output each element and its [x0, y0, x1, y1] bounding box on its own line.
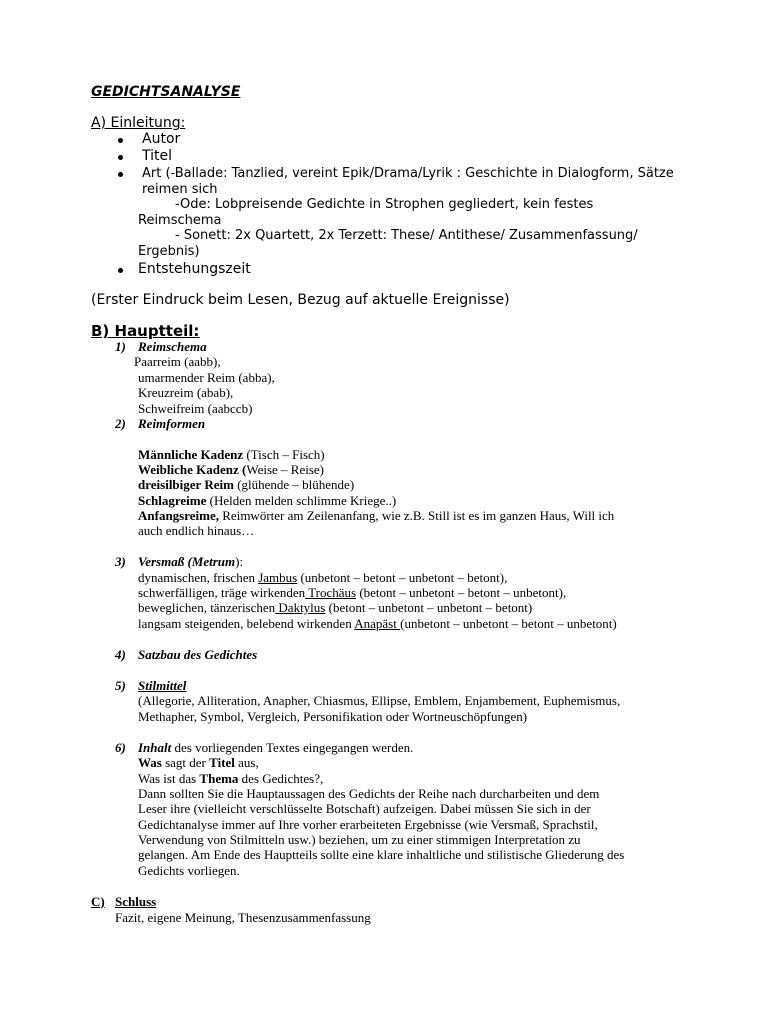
stilmittel-line: (Allegorie, Alliteration, Anapher, Chiasmus, Ellipse, Emblem, Enjambement, Euphemismus, — [138, 693, 621, 708]
art-line: -Ode: Lobpreisende Gedichte in Strophen gegliedert, kein festes — [175, 197, 594, 212]
item-3-number: 3) — [115, 554, 126, 569]
section-c-heading: Schluss — [115, 894, 157, 909]
versmass-line: dynamischen, frischen Jambus (unbetont – betont – unbetont – betont), — [138, 570, 508, 585]
versmass-line: langsam steigenden, belebend wirkenden Anapäst (unbetont – unbetont – betont – unbetont) — [138, 616, 617, 631]
reimschema-line: Kreuzreim (abab), — [138, 385, 234, 400]
inhalt-paragraph-line: Gedichts vorliegen. — [138, 863, 240, 878]
bullet-autor: Autor — [142, 131, 181, 147]
item-1-label: Reimschema — [138, 339, 207, 354]
bullet-titel: Titel — [142, 148, 173, 164]
versmass-line: schwerfälligen, träge wirkenden Trochäus (betont – unbetont – betont – unbetont), — [138, 585, 567, 600]
inhalt-was-line: Was sagt der Titel aus, — [138, 755, 259, 770]
inhalt-paragraph-line: Gedichtanalyse immer auf Ihre vorher erarbeiteten Ergebnisse (wie Versmaß, Sprachstil, — [138, 817, 598, 832]
art-line: reimen sich — [142, 182, 218, 197]
inhalt-paragraph-line: Leser ihre (vielleicht verschlüsselte Botschaft) aufzeigen. Dabei müssen Sie sich in der — [138, 801, 591, 816]
reimform-continuation: auch endlich hinaus… — [138, 523, 255, 538]
inhalt-paragraph-line: gelangen. Am Ende des Hauptteils sollte eine klare inhaltliche und stilistische Gliederung des — [138, 847, 625, 862]
item-6-label: Inhalt des vorliegenden Textes eingegangen werden. — [138, 740, 414, 755]
reimform-entry: Schlagreime (Helden melden schlimme Kriege..) — [138, 493, 397, 508]
section-a-heading: A) Einleitung: — [91, 115, 186, 131]
art-line: Reimschema — [138, 213, 222, 228]
document-title: GEDICHTSANALYSE — [91, 84, 241, 100]
bullet-entstehungszeit: Entstehungszeit — [138, 261, 251, 277]
item-5-label: Stilmittel — [138, 678, 187, 693]
bullet-art: Art (-Ballade: Tanzlied, vereint Epik/Drama/Lyrik : Geschichte in Dialogform, Sätze — [142, 166, 674, 181]
reimschema-line: umarmender Reim (abba), — [138, 370, 275, 385]
section-a-note: (Erster Eindruck beim Lesen, Bezug auf aktuelle Ereignisse) — [91, 292, 510, 308]
bullet-icon — [118, 155, 123, 160]
item-5-number: 5) — [115, 678, 126, 693]
item-2-label: Reimformen — [138, 416, 206, 431]
bullet-icon — [118, 138, 123, 143]
reimform-entry: dreisilbiger Reim (glühende – blühende) — [138, 477, 355, 492]
inhalt-paragraph-line: Verwendung von Stilmitteln usw.) beziehen, um zu einer stimmigen Interpretation zu — [138, 832, 581, 847]
reimform-entry: Anfangsreime, Reimwörter am Zeilenanfang, wie z.B. Still ist es im ganzen Haus, Will ich — [138, 508, 615, 523]
item-6-number: 6) — [115, 740, 126, 755]
reimform-entry: Männliche Kadenz (Tisch – Fisch) — [138, 447, 325, 462]
inhalt-thema-line: Was ist das Thema des Gedichtes?, — [138, 771, 324, 786]
bullet-icon — [118, 172, 123, 177]
item-2-number: 2) — [115, 416, 126, 431]
item-1-number: 1) — [115, 339, 126, 354]
item-3-label: Versmaß (Metrum): — [138, 554, 244, 569]
inhalt-paragraph-line: Dann sollten Sie die Hauptaussagen des Gedichts der Reihe nach durcharbeiten und dem — [138, 786, 600, 801]
art-line: - Sonett: 2x Quartett, 2x Terzett: These/ Antithese/ Zusammenfassung/ — [175, 228, 638, 243]
section-c-letter: C) — [91, 894, 105, 909]
item-4-number: 4) — [115, 647, 126, 662]
section-b-heading: B) Hauptteil: — [91, 322, 200, 340]
reimschema-line: Schweifreim (aabccb) — [138, 401, 253, 416]
stilmittel-line: Methapher, Symbol, Vergleich, Personifikation oder Wortneuschöpfungen) — [138, 709, 528, 724]
versmass-line: beweglichen, tänzerischen Daktylus (betont – unbetont – unbetont – betont) — [138, 600, 533, 615]
reimform-entry: Weibliche Kadenz (Weise – Reise) — [138, 462, 324, 477]
item-4-label: Satzbau des Gedichtes — [138, 647, 258, 662]
art-line: Ergebnis) — [138, 244, 200, 259]
bullet-icon — [118, 268, 123, 273]
section-c-text: Fazit, eigene Meinung, Thesenzusammenfassung — [115, 910, 371, 925]
reimschema-line: Paarreim (aabb), — [134, 354, 221, 369]
